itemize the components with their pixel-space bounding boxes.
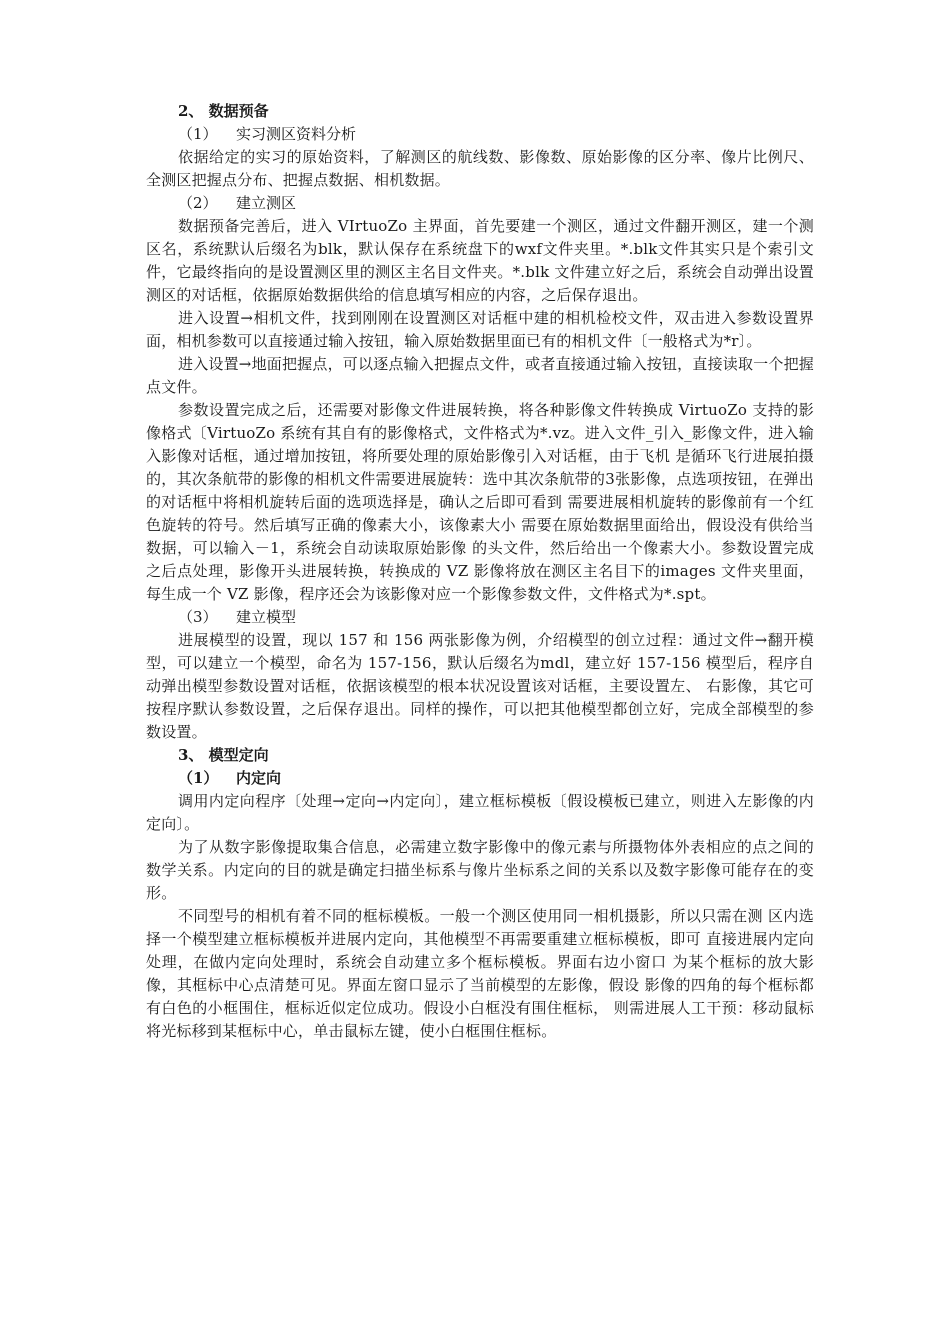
paragraph: 进入设置→地面把握点，可以逐点输入把握点文件，或者直接通过输入按钮，直接读取一个把握点文件。: [146, 355, 814, 396]
paragraph: 调用内定向程序〔处理→定向→内定向〕，建立框标模板〔假设模板已建立，则进入左影像的内定向〕。: [146, 792, 814, 833]
paragraph: 进展模型的设置，现以 157 和 156 两张影像为例，介绍模型的创立过程：通过文件→翻开模型，可以建立一个模型，命名为 157-156，默认后缀名为mdl，建立好 157-156 模型后，程序自动弹出模型参数设置对话框，依据该模型的根本状况设置该对话框，主要设置左、 右影像，其它可按程序默认参数设置，之后保存退出。同样的操作，可以把其他模型都创立好，完成全部模型的参数设置。: [146, 631, 814, 741]
subsection-title: 内定向: [236, 769, 282, 787]
subsection-heading: [146, 767, 814, 790]
subsection-heading: [146, 606, 814, 629]
section-3-heading: 3、 模型定向: [178, 746, 269, 764]
subsection-number: （1）: [178, 125, 218, 143]
subsection-title: 建立测区: [236, 194, 297, 212]
subsection-heading: [146, 123, 814, 146]
subsection-title: 建立模型: [236, 608, 297, 626]
subsection-heading: [146, 192, 814, 215]
subsection-number: （3）: [178, 608, 218, 626]
paragraph: 依据给定的实习的原始资料，了解测区的航线数、影像数、原始影像的区分率、像片比例尺、全测区把握点分布、把握点数据、相机数据。: [146, 148, 814, 189]
section-2-heading: 2、 数据预备: [178, 102, 269, 120]
subsection-title: 实习测区资料分析: [236, 125, 357, 143]
paragraph: 不同型号的相机有着不同的框标模板。一般一个测区使用同一相机摄影，所以只需在测 区内选择一个模型建立框标模板并进展内定向，其他模型不再需要重建立框标模板，即可 直接进展内定向处理，在做内定向处理时，系统会自动建立多个框标模板。界面右边小窗口 为某个框标的放大影像，其框标中心点清楚可见。界面左窗口显示了当前模型的左影像，假设 影像的四角的每个框标都有白色的小框围住，框标近似定位成功。假设小白框没有围住框标， 则需进展人工干预：移动鼠标将光标移到某框标中心，单击鼠标左键，使小白框围住框标。: [146, 907, 814, 1040]
paragraph: 参数设置完成之后，还需要对影像文件进展转换，将各种影像文件转换成 VirtuoZo 支持的影像格式〔VirtuoZo 系统有其自有的影像格式，文件格式为*.vz。进入文件_引入_影像文件，进入输入影像对话框，通过增加按钮，将所要处理的原始影像引入对话框，由于飞机 是循环飞行进展拍摄的，其次条航带的影像的相机文件需要进展旋转：选中其次条航带的3张影像，点选项按钮，在弹出的对话框中将相机旋转后面的选项选择是，确认之后即可看到 需要进展相机旋转的影像前有一个红色旋转的符号。然后填写正确的像素大小，该像素大小 需要在原始数据里面给出，假设没有供给当数据，可以输入－1，系统会自动读取原始影像 的头文件，然后给出一个像素大小。参数设置完成之后点处理，影像开头进展转换，转换成的 VZ 影像将放在测区主名目下的images 文件夹里面，每生成一个 VZ 影像，程序还会为该影像对应一个影像参数文件，文件格式为*.spt。: [146, 401, 814, 603]
subsection-number: （2）: [178, 194, 218, 212]
paragraph: 数据预备完善后，进入 VIrtuoZo 主界面，首先要建一个测区，通过文件翻开测区，建一个测区名，系统默认后缀名为blk，默认保存在系统盘下的wxf文件夹里。*.blk文件其实只是个索引文件，它最终指向的是设置测区里的测区主名目文件夹。*.blk 文件建立好之后，系统会自动弹出设置测区的对话框，依据原始数据供给的信息填写相应的内容，之后保存退出。: [146, 217, 814, 304]
subsection-number: （1）: [178, 769, 219, 787]
document-page: [146, 100, 814, 1043]
paragraph: 进入设置→相机文件，找到刚刚在设置测区对话框中建的相机检校文件，双击进入参数设置界面，相机参数可以直接通过输入按钮，输入原始数据里面已有的相机文件〔一般格式为*r〕。: [146, 309, 814, 350]
paragraph: 为了从数字影像提取集合信息，必需建立数字影像中的像元素与所摄物体外表相应的点之间的数学关系。内定向的目的就是确定扫描坐标系与像片坐标系之间的关系以及数字影像可能存在的变形。: [146, 838, 814, 902]
